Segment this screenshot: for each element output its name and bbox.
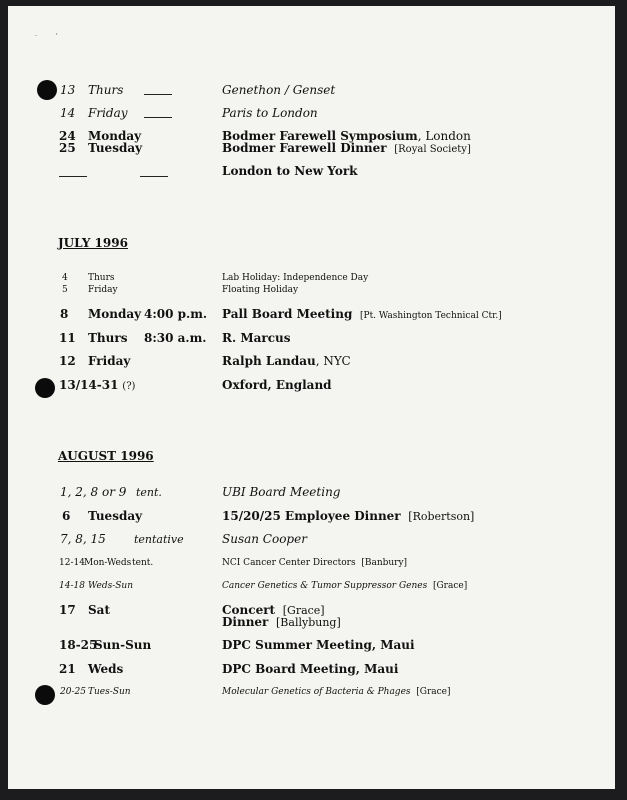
entry-event: Cancer Genetics & Tumor Suppressor Genes [222, 581, 428, 591]
entry-weekday: (?) [122, 381, 136, 392]
entry-day: 14-18 [59, 581, 85, 591]
blank-line [144, 94, 172, 95]
entry-day: 1, 2, 8 or 9 [60, 485, 127, 499]
entry-weekday: Friday [88, 354, 131, 368]
blank-line [144, 117, 172, 118]
entry-weekday: Tues-Sun [88, 687, 131, 697]
entry-note: tent. [136, 486, 162, 499]
entry-event: Lab Holiday: Independence Day [222, 273, 369, 283]
entry-weekday: Mon-Weds [84, 558, 132, 568]
entry-event: Pall Board Meeting [222, 307, 353, 321]
entry-weekday: Tuesday [88, 509, 143, 523]
entry-day-line [59, 379, 135, 392]
entry-weekday: Thurs [88, 83, 124, 97]
entry-weekday: Friday [88, 285, 118, 295]
entry-day: 6 [62, 509, 71, 523]
entry-suffix: [Banbury] [361, 558, 408, 568]
entry-event: DPC Board Meeting, Maui [222, 662, 399, 676]
entry-day: 4 [62, 273, 68, 283]
entry-event: Concert [222, 603, 276, 617]
entry-weekday: Tuesday [88, 141, 143, 155]
entry-event: Oxford, England [222, 378, 332, 392]
entry-suffix: , London [417, 129, 471, 143]
entry-suffix: [Pt. Washington Technical Ctr.] [360, 311, 502, 321]
entry-weekday: Thurs [88, 331, 128, 345]
entry-event-line-2 [222, 616, 341, 628]
entry-weekday: Weds [88, 662, 124, 676]
entry-suffix: [Grace] [416, 687, 451, 697]
entry-day: 12-14 [59, 558, 85, 568]
document-page [8, 6, 615, 789]
entry-event: 15/20/25 Employee Dinner [222, 509, 401, 523]
blank-line [59, 176, 87, 177]
entry-event-line [222, 308, 502, 321]
entry-weekday: Friday [88, 106, 128, 120]
entry-weekday: Thurs [88, 273, 115, 283]
entry-day: 12 [59, 354, 76, 368]
entry-event: Paris to London [222, 106, 318, 120]
entry-suffix: [Robertson] [408, 510, 475, 523]
entry-suffix: [Ballybung] [276, 616, 341, 629]
entry-event: Bodmer Farewell Symposium [222, 129, 418, 143]
entry-day: 8 [60, 307, 69, 321]
entry-suffix: [Royal Society] [394, 144, 471, 155]
entry-event: R. Marcus [222, 331, 291, 345]
month-heading-august: AUGUST 1996 [58, 449, 154, 463]
entry-event: DPC Summer Meeting, Maui [222, 638, 415, 652]
entry-event: Dinner [222, 615, 269, 629]
entry-day: 17 [59, 603, 76, 617]
entry-day: 13/14-31 [59, 378, 119, 392]
entry-weekday: Weds-Sun [88, 581, 134, 591]
entry-suffix: , NYC [315, 354, 351, 368]
entry-event: Genethon / Genset [222, 83, 336, 97]
entry-event-line [222, 142, 471, 155]
entry-day: 25 [59, 141, 76, 155]
entry-weekday: Monday [88, 307, 142, 321]
entry-event: Susan Cooper [222, 532, 307, 546]
entry-day: 24 [59, 129, 76, 143]
entry-event: London to New York [222, 164, 358, 178]
entry-time: 8:30 a.m. [144, 331, 207, 345]
entry-note: tentative [134, 533, 184, 546]
scan-specks: · ' [35, 33, 58, 40]
entry-event: Floating Holiday [222, 285, 299, 295]
entry-event: Bodmer Farewell Dinner [222, 141, 387, 155]
blank-line [140, 176, 168, 177]
month-heading-july: JULY 1996 [58, 236, 128, 250]
entry-day: 5 [62, 285, 68, 295]
entry-day: 14 [60, 106, 76, 120]
entry-event-line [222, 559, 407, 568]
punch-hole-top [37, 80, 57, 100]
entry-event-line [222, 510, 474, 522]
entry-event-line [222, 355, 351, 367]
entry-event: Ralph Landau [222, 354, 316, 368]
entry-day: 7, 8, 15 [60, 532, 106, 546]
entry-time: 4:00 p.m. [144, 307, 208, 321]
entry-day: 11 [59, 331, 76, 345]
entry-day: 13 [60, 83, 76, 97]
entry-event: NCI Cancer Center Directors [222, 558, 356, 568]
entry-weekday: Sat [88, 603, 110, 617]
entry-event-line [222, 582, 467, 591]
punch-hole-middle [35, 378, 55, 398]
entry-day: 21 [59, 662, 76, 676]
entry-weekday: Monday [88, 129, 142, 143]
entry-event-line [222, 688, 451, 697]
entry-event: Molecular Genetics of Bacteria & Phages [222, 687, 411, 697]
entry-suffix: [Grace] [282, 604, 325, 617]
entry-event: UBI Board Meeting [222, 485, 341, 499]
punch-hole-bottom [35, 685, 55, 705]
entry-day: 18-25 [59, 638, 98, 652]
entry-suffix: [Grace] [432, 581, 468, 591]
entry-note: tent. [132, 558, 154, 568]
entry-day: 20-25 [60, 687, 86, 697]
entry-weekday: Sun-Sun [94, 638, 152, 652]
